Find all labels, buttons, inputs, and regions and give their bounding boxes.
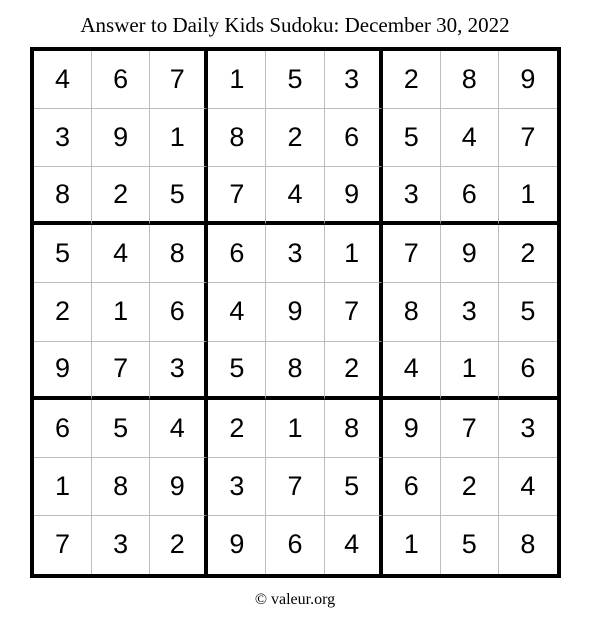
sudoku-cell-r4-c4: 6 — [208, 225, 266, 283]
sudoku-cell-r6-c1: 9 — [34, 342, 92, 400]
sudoku-cell-r2-c2: 9 — [92, 109, 150, 167]
sudoku-cell-r4-c5: 3 — [266, 225, 324, 283]
sudoku-cell-r2-c8: 4 — [441, 109, 499, 167]
sudoku-cell-r7-c8: 7 — [441, 400, 499, 458]
sudoku-cell-r7-c5: 1 — [266, 400, 324, 458]
sudoku-cell-r2-c4: 8 — [208, 109, 266, 167]
sudoku-cell-r2-c5: 2 — [266, 109, 324, 167]
sudoku-cell-r8-c9: 4 — [499, 458, 557, 516]
sudoku-cell-r9-c4: 9 — [208, 516, 266, 574]
sudoku-cell-r2-c7: 5 — [383, 109, 441, 167]
sudoku-cell-r1-c3: 7 — [150, 51, 208, 109]
sudoku-cell-r1-c2: 6 — [92, 51, 150, 109]
sudoku-cell-r6-c5: 8 — [266, 342, 324, 400]
sudoku-cell-r7-c6: 8 — [325, 400, 383, 458]
sudoku-cell-r4-c9: 2 — [499, 225, 557, 283]
sudoku-cell-r9-c9: 8 — [520, 529, 536, 560]
sudoku-cell-r9-c1: 7 — [34, 516, 92, 574]
sudoku-cell-r5-c6: 7 — [325, 283, 383, 341]
sudoku-cell-r4-c7: 7 — [383, 225, 441, 283]
sudoku-cell-r3-c2: 2 — [92, 167, 150, 225]
sudoku-cell-r3-c4: 7 — [208, 167, 266, 225]
sudoku-cell-r5-c1: 2 — [34, 283, 92, 341]
sudoku-cell-r9-c7: 1 — [383, 516, 441, 574]
sudoku-cell-r9-c2: 3 — [92, 516, 150, 574]
sudoku-cell-r6-c9: 6 — [499, 342, 557, 400]
sudoku-cell-r3-c7: 3 — [383, 167, 441, 225]
sudoku-cell-r4-c8: 9 — [441, 225, 499, 283]
sudoku-cell-r2-c1: 3 — [34, 109, 92, 167]
sudoku-cell-r3-c9: 1 — [499, 167, 557, 225]
sudoku-cell-r1-c1: 4 — [34, 51, 92, 109]
sudoku-cell-r6-c7: 4 — [383, 342, 441, 400]
sudoku-cell-r5-c4: 4 — [208, 283, 266, 341]
sudoku-cell-r6-c6: 2 — [325, 342, 383, 400]
sudoku-cell-r3-c8: 6 — [441, 167, 499, 225]
sudoku-cell-r6-c3: 3 — [150, 342, 208, 400]
page-title: Answer to Daily Kids Sudoku: December 30, 2022 — [80, 13, 510, 37]
sudoku-cell-r5-c9: 5 — [499, 283, 557, 341]
sudoku-cell-r7-c9: 3 — [499, 400, 557, 458]
sudoku-cell-r1-c4: 1 — [208, 51, 266, 109]
sudoku-cell-r7-c7: 9 — [383, 400, 441, 458]
sudoku-cell-r5-c8: 3 — [441, 283, 499, 341]
sudoku-cell-r9-c3: 2 — [150, 516, 208, 574]
sudoku-cell-r8-c1: 1 — [34, 458, 92, 516]
sudoku-cell-r2-c3: 1 — [150, 109, 208, 167]
sudoku-cell-r9-c6: 4 — [325, 516, 383, 574]
sudoku-cell-r1-c7: 2 — [383, 51, 441, 109]
sudoku-cell-r1-c9: 9 — [499, 51, 557, 109]
sudoku-cell-r5-c5: 9 — [266, 283, 324, 341]
sudoku-cell-r4-c3: 8 — [150, 225, 208, 283]
sudoku-cell-r9-c8: 5 — [441, 516, 499, 574]
sudoku-cell-r2-c6: 6 — [325, 109, 383, 167]
sudoku-cell-r4-c1: 5 — [34, 225, 92, 283]
sudoku-cell-r7-c1: 6 — [34, 400, 92, 458]
sudoku-cell-r9-c5: 6 — [266, 516, 324, 574]
sudoku-cell-r3-c1: 8 — [34, 167, 92, 225]
sudoku-cell-r8-c3: 9 — [150, 458, 208, 516]
sudoku-cell-r8-c4: 3 — [208, 458, 266, 516]
sudoku-cell-r1-c6: 3 — [325, 51, 383, 109]
sudoku-cell-r8-c2: 8 — [92, 458, 150, 516]
sudoku-grid — [30, 47, 561, 578]
sudoku-cell-r5-c7: 8 — [383, 283, 441, 341]
sudoku-cell-r3-c5: 4 — [266, 167, 324, 225]
sudoku-cell-r8-c7: 6 — [383, 458, 441, 516]
sudoku-cell-r6-c4: 5 — [208, 342, 266, 400]
sudoku-cell-r5-c2: 1 — [92, 283, 150, 341]
sudoku-cell-r6-c8: 1 — [441, 342, 499, 400]
sudoku-cell-r4-c2: 4 — [92, 225, 150, 283]
copyright-footer: © valeur.org — [254, 591, 336, 608]
sudoku-cell-r5-c3: 6 — [150, 283, 208, 341]
sudoku-cell-r8-c5: 7 — [266, 458, 324, 516]
sudoku-cell-r6-c2: 7 — [92, 342, 150, 400]
sudoku-cell-r1-c5: 5 — [266, 51, 324, 109]
sudoku-cell-r7-c3: 4 — [150, 400, 208, 458]
sudoku-cell-r1-c8: 8 — [441, 51, 499, 109]
sudoku-cell-r7-c2: 5 — [92, 400, 150, 458]
sudoku-cell-r7-c4: 2 — [208, 400, 266, 458]
sudoku-cell-r4-c6: 1 — [325, 225, 383, 283]
sudoku-cell-r2-c9: 7 — [499, 109, 557, 167]
sudoku-cell-r8-c8: 2 — [441, 458, 499, 516]
sudoku-cell-r3-c3: 5 — [150, 167, 208, 225]
sudoku-cell-r3-c6: 9 — [325, 167, 383, 225]
sudoku-cell-r8-c6: 5 — [325, 458, 383, 516]
